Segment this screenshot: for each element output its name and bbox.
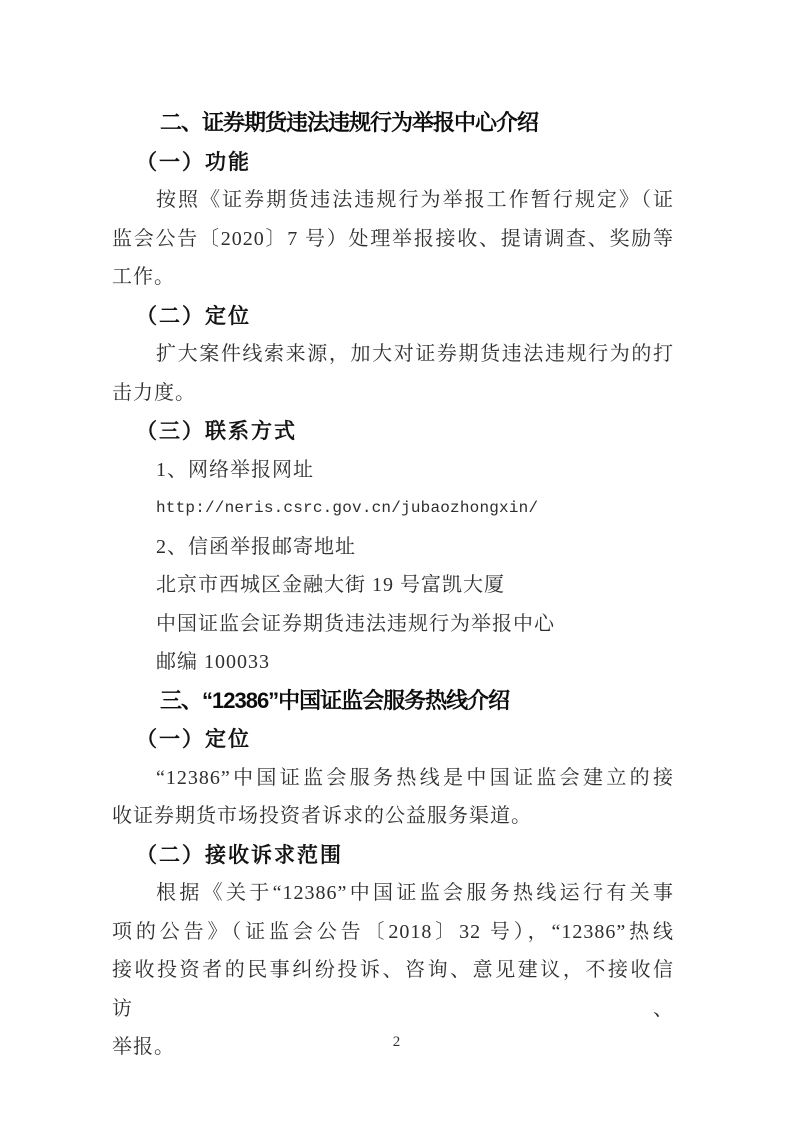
paragraph-line: 接收投资者的民事纠纷投诉、咨询、意见建议，不接收信访、 bbox=[112, 959, 674, 1020]
contact-item-mail-report: 2、信函举报邮寄地址 bbox=[156, 535, 356, 558]
paragraph-line: 根据《关于“12386”中国证监会服务热线运行有关事 bbox=[156, 882, 674, 904]
page-number: 2 bbox=[392, 1034, 401, 1050]
section-heading-2: 二、证券期货违法违规行为举报中心介绍 bbox=[160, 110, 539, 135]
paragraph-line: 项的公告》（证监会公告〔2018〕32 号），“12386”热线 bbox=[112, 920, 674, 943]
paragraph-line: 收证券期货市场投资者诉求的公益服务渠道。 bbox=[112, 805, 532, 827]
paragraph-line: 监会公告〔2020〕7 号）处理举报接收、提请调查、奖励等 bbox=[112, 227, 674, 250]
subsection-heading-positioning: （二）定位 bbox=[136, 303, 251, 328]
mail-address-recipient: 中国证监会证券期货违法违规行为举报中心 bbox=[156, 612, 555, 635]
document-body bbox=[112, 104, 674, 1067]
subsection-heading-scope: （二）接收诉求范围 bbox=[136, 842, 343, 867]
paragraph-line: 举报。 bbox=[112, 1036, 175, 1058]
section-heading-3: 三、“12386”中国证监会服务热线介绍 bbox=[160, 687, 510, 713]
paragraph-line: 击力度。 bbox=[112, 381, 196, 404]
subsection-heading-function: （一）功能 bbox=[136, 149, 251, 174]
paragraph-line: 工作。 bbox=[112, 266, 175, 288]
subsection-heading-contact: （三）联系方式 bbox=[136, 419, 297, 443]
contact-item-web-report: 1、网络举报网址 bbox=[156, 458, 314, 481]
paragraph-line: 按照《证券期货违法违规行为举报工作暂行规定》（证 bbox=[156, 189, 674, 211]
subsection-heading-hotline-positioning: （一）定位 bbox=[136, 727, 251, 751]
paragraph-line: “12386”中国证监会服务热线是中国证监会建立的接 bbox=[156, 766, 674, 789]
mail-address-postcode: 邮编 100033 bbox=[156, 651, 270, 673]
report-website-url: http://neris.csrc.gov.cn/jubaozhongxin/ bbox=[156, 499, 539, 517]
mail-address-street: 北京市西城区金融大街 19 号富凯大厦 bbox=[156, 574, 505, 596]
paragraph-line: 扩大案件线索来源，加大对证券期货违法违规行为的打 bbox=[156, 343, 674, 365]
